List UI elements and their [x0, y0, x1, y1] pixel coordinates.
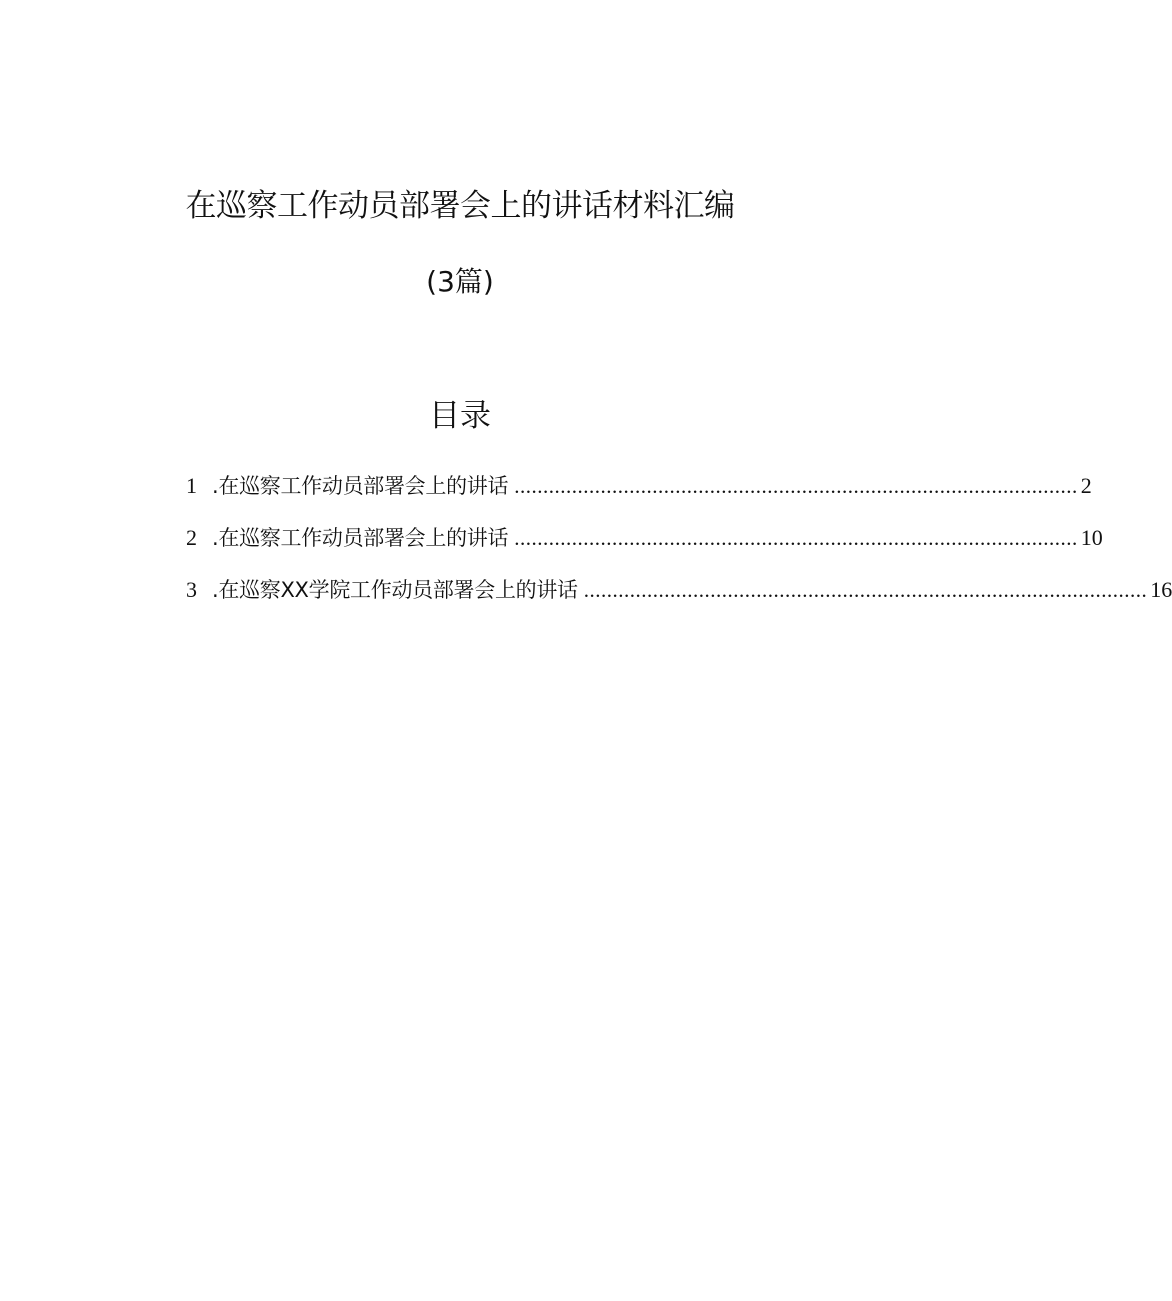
toc-entry-title: .在巡察工作动员部署会上的讲话: [212, 474, 509, 498]
toc-entry-number: 1: [186, 473, 197, 498]
toc-entry-page: 10: [1080, 525, 1103, 550]
toc-entry[interactable]: [186, 468, 1092, 520]
toc-entry[interactable]: [186, 520, 1103, 572]
document-subtitle: (3篇): [426, 265, 494, 298]
toc-entry-page: 16: [1150, 577, 1172, 602]
toc-heading: 目录: [429, 398, 491, 434]
toc-leader-dots: ..................................................................................................: [514, 526, 1078, 550]
toc-leader-dots: ..................................................................................................: [583, 578, 1148, 602]
toc-entry-number: 3: [186, 577, 197, 602]
toc-leader-dots: ..................................................................................................: [514, 474, 1078, 498]
toc-entry[interactable]: [186, 572, 1172, 624]
toc-entry-title: .在巡察工作动员部署会上的讲话: [212, 526, 509, 550]
document-title: 在巡察工作动员部署会上的讲话材料汇编: [185, 188, 735, 224]
toc-entry-page: 2: [1080, 473, 1092, 498]
table-of-contents: [186, 468, 1172, 624]
toc-entry-title: .在巡察XX学院工作动员部署会上的讲话: [212, 578, 578, 602]
toc-entry-number: 2: [186, 525, 197, 550]
